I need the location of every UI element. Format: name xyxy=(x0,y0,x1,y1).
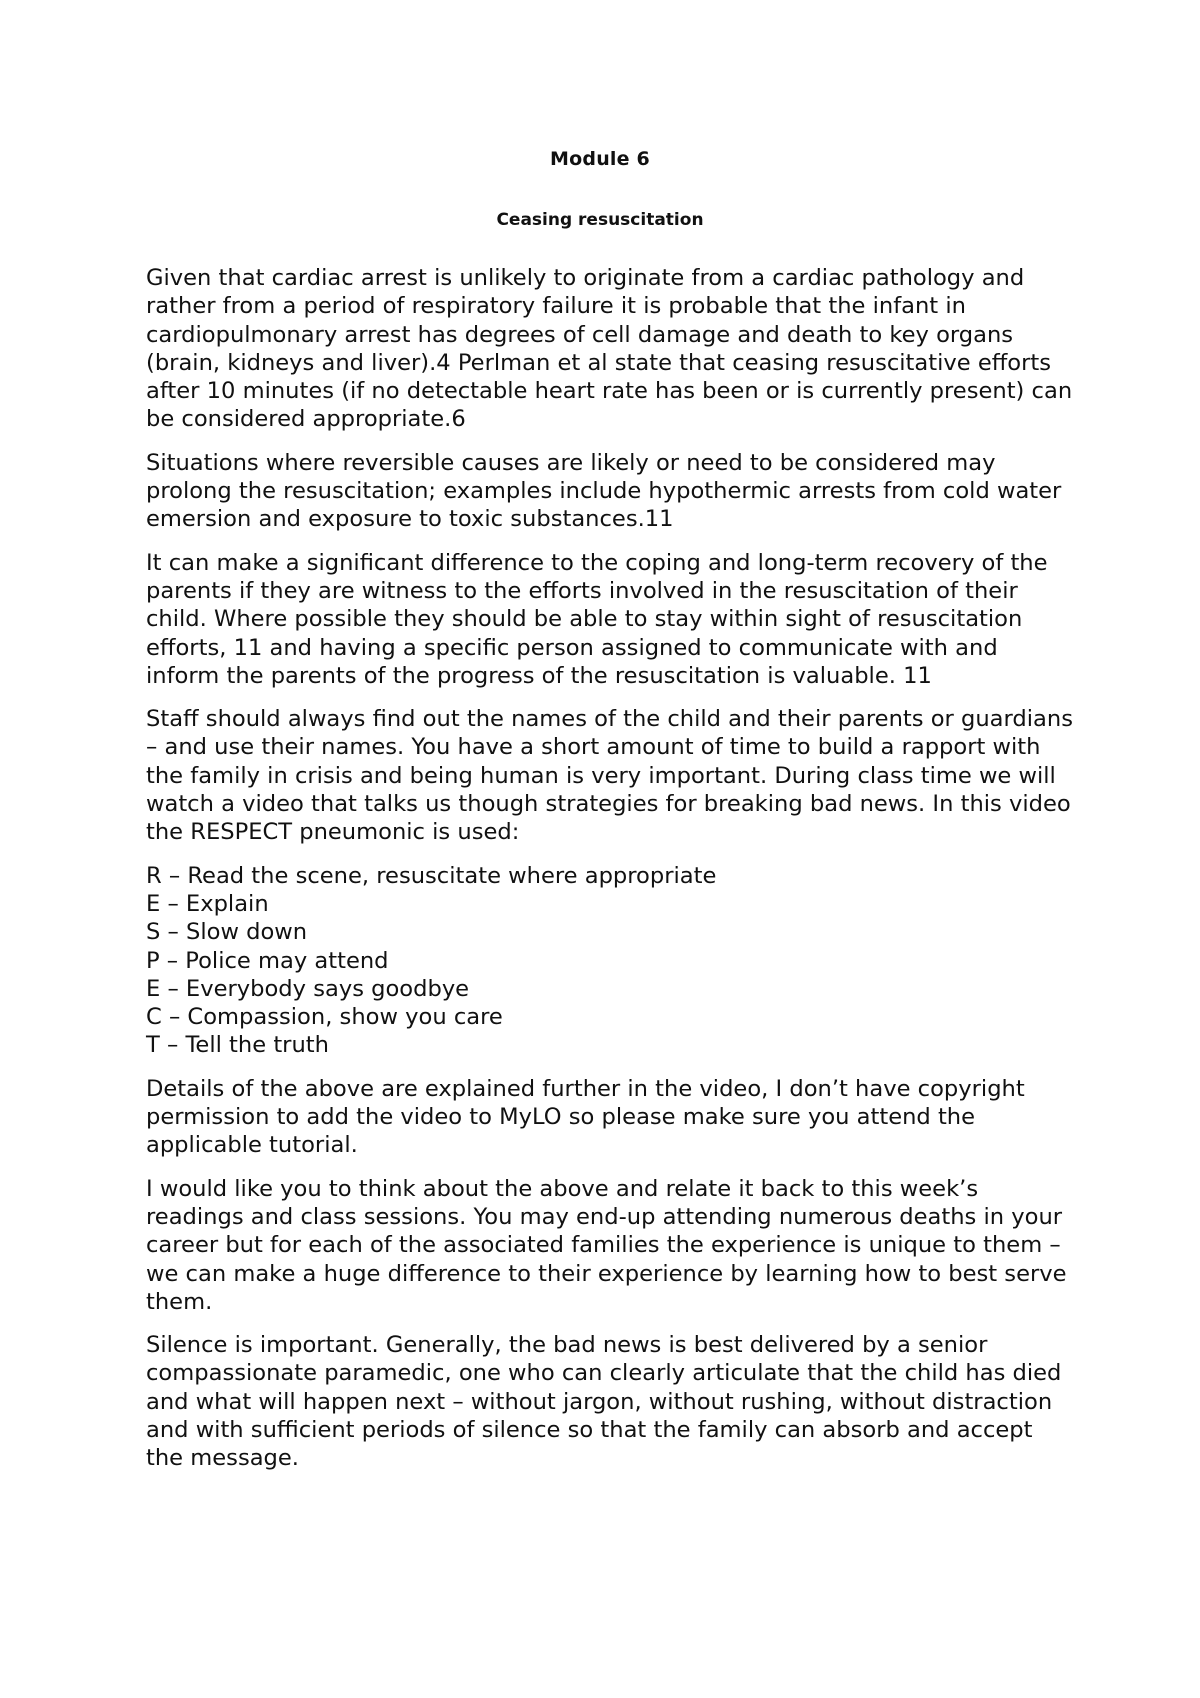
list-item: T – Tell the truth xyxy=(146,1032,329,1059)
list-item: P – Police may attend xyxy=(146,947,389,974)
section-title: Ceasing resuscitation xyxy=(496,210,704,230)
document-body xyxy=(146,264,1076,1488)
paragraph-silence: Silence is important. Generally, the bad news is best delivered by a senior compassionate paramedic, one who can clearly articulate that the child has died and what will happen next – without jargon, without rushing, without distraction and with sufficient periods of silence so that the family can absorb and accept the message. xyxy=(146,1332,1062,1472)
respect-mnemonic-list xyxy=(146,862,1076,1060)
paragraph-reflection: I would like you to think about the above and relate it back to this week’s readings and class sessions. You may end-up attending numerous deaths in your career but for each of the associated families the experience is unique to them – we can make a huge difference to their experience by learning how to best serve them. xyxy=(146,1175,1067,1315)
paragraph-video-details: Details of the above are explained further in the video, I don’t have copyright permission to add the video to MyLO so please make sure you attend the applicable tutorial. xyxy=(146,1075,1025,1159)
paragraph-parent-witness: It can make a significant difference to the coping and long-term recovery of the parents if they are witness to the efforts involved in the resuscitation of their child. Where possible they should be able to stay within sight of resuscitation efforts, 11 and having a specific person assigned to communicate with and inform the parents of the progress of the resuscitation is valuable. 11 xyxy=(146,549,1048,689)
list-item: E – Explain xyxy=(146,890,269,917)
paragraph-ceasing-efforts: Given that cardiac arrest is unlikely to originate from a cardiac pathology and rather from a period of respiratory failure it is probable that the infant in cardiopulmonary arrest has degrees of cell damage and death to key organs (brain, kidneys and liver).4 Perlman et al state that ceasing resuscitative efforts after 10 minutes (if no detectable heart rate has been or is currently present) can be considered appropriate.6 xyxy=(146,265,1073,433)
list-item: E – Everybody says goodbye xyxy=(146,975,470,1002)
paragraph-staff-names: Staff should always find out the names of the child and their parents or guardians – and use their names. You have a short amount of time to build a rapport with the family in crisis and being human is very important. During class time we will watch a video that talks us though strategies for breaking bad news. In this video the RESPECT pneumonic is used: xyxy=(146,706,1073,846)
list-item: S – Slow down xyxy=(146,919,308,946)
module-title: Module 6 xyxy=(550,148,650,170)
list-item: R – Read the scene, resuscitate where appropriate xyxy=(146,862,717,889)
list-item: C – Compassion, show you care xyxy=(146,1004,503,1031)
paragraph-reversible-causes: Situations where reversible causes are likely or need to be considered may prolong the resuscitation; examples include hypothermic arrests from cold water emersion and exposure to toxic substances.11 xyxy=(146,449,1062,533)
